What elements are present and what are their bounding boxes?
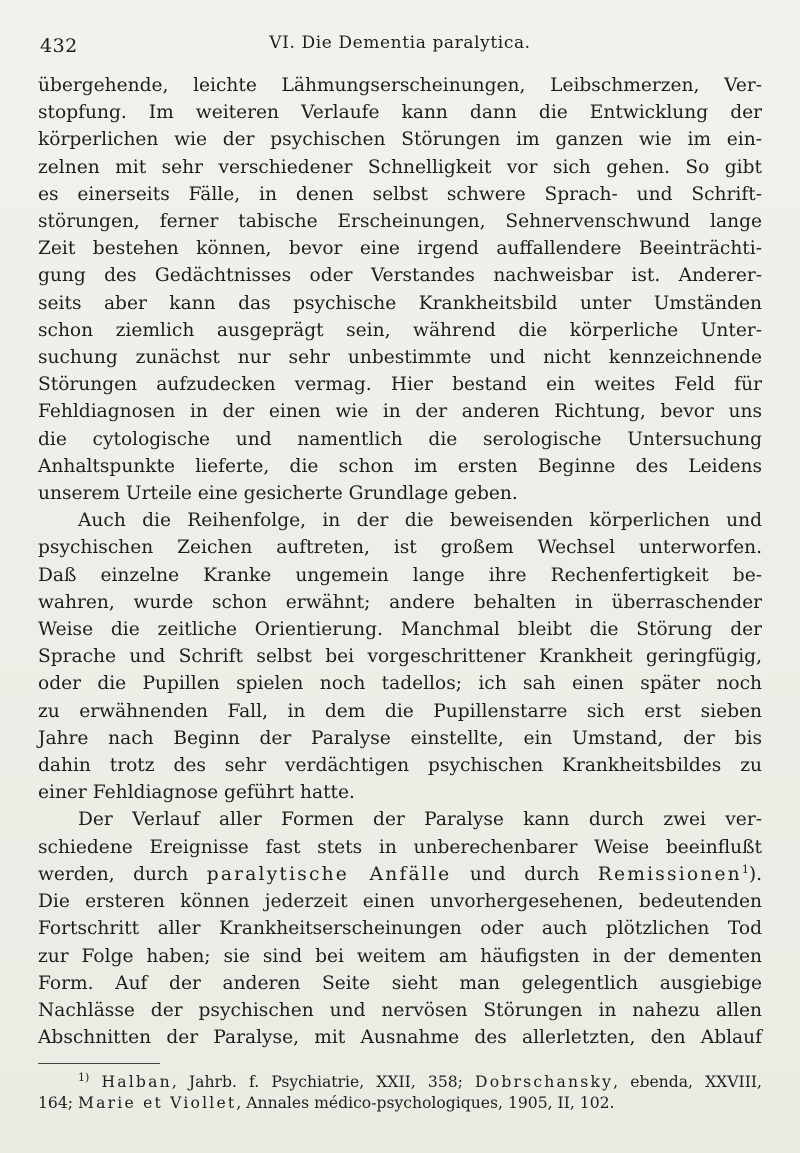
text-line: Anhaltspunkte lieferte, die schon im ersten Beginne des Leidens xyxy=(38,455,762,477)
text-line: Auch die Reihenfolge, in der die beweisenden körperlichen und xyxy=(78,510,762,532)
text-line: wahren, wurde schon erwähnt; andere behalten in überraschender xyxy=(38,591,762,613)
text-line: körperlichen wie der psychischen Störungen im ganzen wie im ein- xyxy=(38,129,762,151)
text-line-with-spaced-terms xyxy=(38,861,762,888)
text-line: unserem Urteile eine gesicherte Grundlage geben. xyxy=(38,483,518,505)
text-line: zur Folge haben; sie sind bei weitem am häufigsten in der dementen xyxy=(38,945,762,967)
text-line: einer Fehldiagnose geführt hatte. xyxy=(38,782,355,804)
text-line: Form. Auf der anderen Seite sieht man gelegentlich ausgiebige xyxy=(38,972,762,994)
text-line: die cytologische und namentlich die serologische Untersuchung xyxy=(38,428,762,450)
text-line: übergehende, leichte Lähmungserscheinungen, Leibschmerzen, Ver- xyxy=(38,75,762,96)
text-line: Fehldiagnosen in der einen wie in der anderen Richtung, bevor uns xyxy=(38,401,762,423)
text-line: dahin trotz des sehr verdächtigen psychischen Krankheitsbildes zu xyxy=(38,755,762,777)
footnote-marker: 1) xyxy=(78,1070,90,1084)
text-line: störungen, ferner tabische Erscheinungen, Sehnervenschwund lange xyxy=(38,211,762,233)
text-line: Der Verlauf aller Formen der Paralyse kann durch zwei ver- xyxy=(78,809,762,831)
text-line: Die ersteren können jederzeit einen unvorhergesehenen, bedeutenden xyxy=(38,891,762,913)
footnote-line xyxy=(38,1093,762,1114)
footnote-reference: 1 xyxy=(741,862,749,876)
footnote-author: Marie et Viollet xyxy=(77,1094,237,1112)
footnote-text: , ebenda, XXVIII, xyxy=(613,1073,762,1091)
footnote-text: 164; xyxy=(38,1094,78,1112)
footnote-text: , Annales médico-psychologiques, 1905, II, 102. xyxy=(236,1094,615,1112)
spaced-term: Remissionen xyxy=(597,863,742,885)
text-line: Weise die zeitliche Orientierung. Manchmal bleibt die Störung der xyxy=(38,619,762,641)
text-line: Daß einzelne Kranke ungemein lange ihre Rechenfertigkeit be- xyxy=(38,564,762,586)
running-head: VI. Die Dementia paralytica. xyxy=(269,33,531,53)
footnote-text: , Jahrb. f. Psychiatrie, XXII, 358; xyxy=(171,1073,476,1091)
text-line: oder die Pupillen spielen noch tadellos; ich sah einen später noch xyxy=(38,673,762,695)
text-fragment: und durch xyxy=(451,863,598,885)
text-line: zu erwähnenden Fall, in dem die Pupillenstarre sich erst sieben xyxy=(38,700,762,722)
footnote-author: Dobrschansky xyxy=(475,1073,614,1091)
text-line: Nachlässe der psychischen und nervösen Störungen in nahezu allen xyxy=(38,999,762,1021)
text-line: Abschnitten der Paralyse, mit Ausnahme des allerletzten, den Ablauf xyxy=(38,1027,762,1049)
text-fragment: werden, durch xyxy=(38,863,207,885)
text-line: schiedene Ereignisse fast stets in unberechenbarer Weise beeinflußt xyxy=(38,836,762,858)
text-line: zelnen mit sehr verschiedener Schnelligkeit vor sich gehen. So gibt xyxy=(38,156,762,178)
body-text xyxy=(38,72,762,1051)
text-line: suchung zunächst nur sehr unbestimmte und nicht kennzeichnende xyxy=(38,347,762,369)
text-line: seits aber kann das psychische Krankheitsbild unter Umständen xyxy=(38,292,762,314)
text-line: schon ziemlich ausgeprägt sein, während die körperliche Unter- xyxy=(38,319,762,341)
spaced-term: paralytische Anfälle xyxy=(206,863,452,885)
page-number: 432 xyxy=(40,35,78,57)
text-line: es einerseits Fälle, in denen selbst schwere Sprach- und Schrift- xyxy=(38,183,762,205)
text-line: Jahre nach Beginn der Paralyse einstellte, ein Umstand, der bis xyxy=(38,727,762,749)
footnote-divider xyxy=(38,1063,160,1064)
text-line: gung des Gedächtnisses oder Verstandes nachweisbar ist. Anderer- xyxy=(38,265,762,287)
text-line: Fortschritt aller Krankheitserscheinungen oder auch plötzlichen Tod xyxy=(38,918,762,940)
text-line: Sprache und Schrift selbst bei vorgeschrittener Krankheit geringfügig, xyxy=(38,646,762,668)
text-line: Störungen aufzudecken vermag. Hier bestand ein weites Feld für xyxy=(38,374,762,396)
text-line: psychischen Zeichen auftreten, ist großem Wechsel unterworfen. xyxy=(38,537,762,559)
footnote-line xyxy=(38,1072,762,1093)
text-line: stopfung. Im weiteren Verlaufe kann dann die Entwicklung der xyxy=(38,102,762,124)
text-line: Zeit bestehen können, bevor eine irgend auffallendere Beeinträchti- xyxy=(38,238,762,260)
footnote xyxy=(38,1072,762,1114)
footnote-author: Halban xyxy=(101,1073,172,1091)
text-fragment: ). xyxy=(748,863,762,885)
page-header xyxy=(40,33,760,57)
